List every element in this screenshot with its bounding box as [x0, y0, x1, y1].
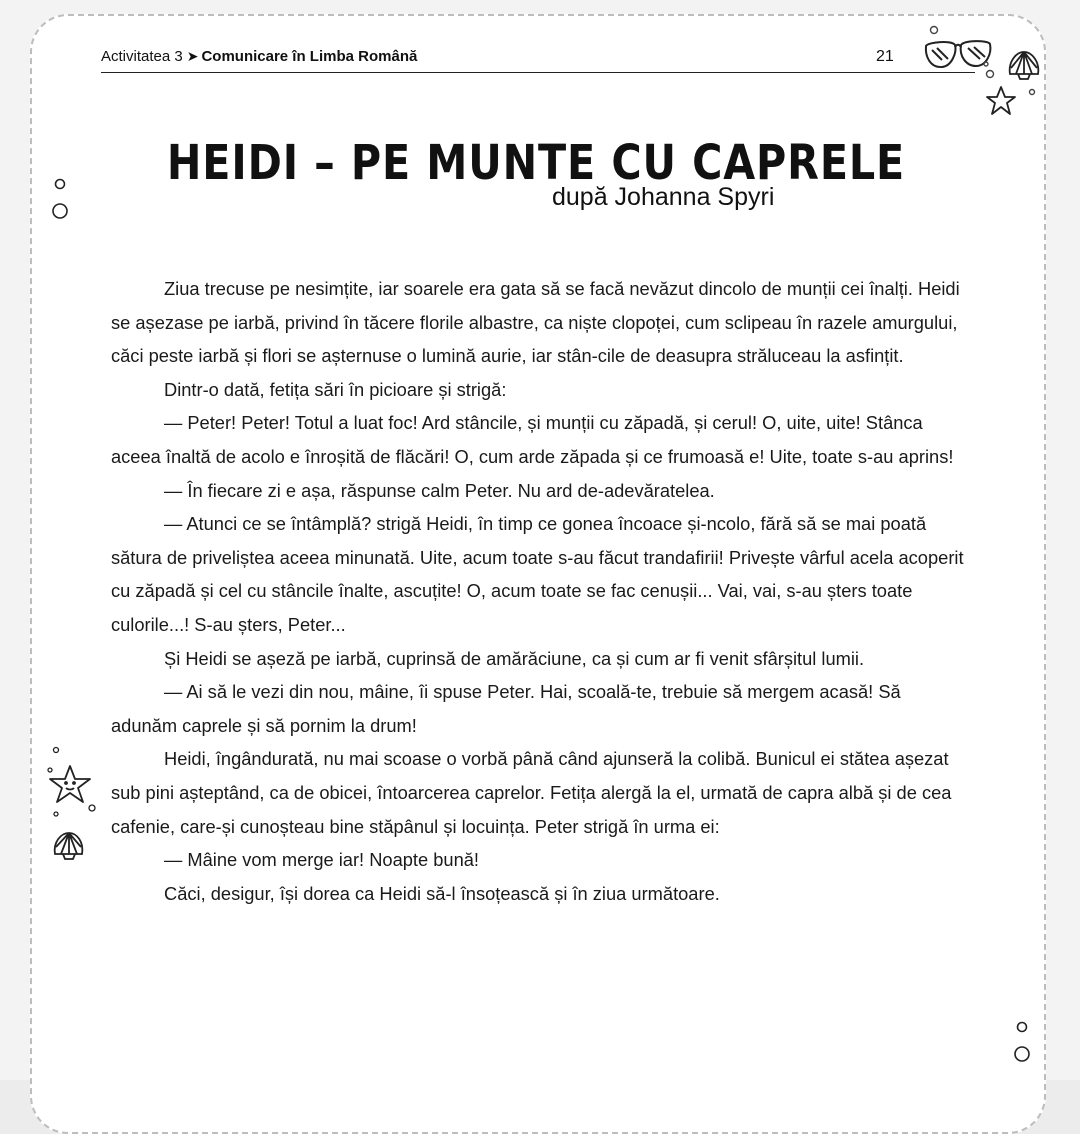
- bubble-icon: [50, 176, 72, 222]
- paragraph: Căci, desigur, își dorea ca Heidi să-l însoțească și în ziua următoare.: [164, 882, 720, 904]
- paragraph: — În fiecare zi e așa, răspunse calm Peter. Nu ard de-adevăratelea.: [164, 479, 715, 501]
- subject-name: Comunicare în Limba Română: [201, 48, 418, 65]
- paragraph: Dintr-o dată, fetița sări în picioare și strigă:: [164, 378, 507, 400]
- page-header: [101, 46, 975, 73]
- activity-label: [101, 48, 417, 65]
- bubble-icon: [1010, 1018, 1034, 1068]
- page-title: HEIDI – PE MUNTE CU CAPRELE: [166, 135, 906, 192]
- arrow-right-icon: ➤: [186, 48, 199, 64]
- bubble-icon: [924, 22, 1044, 102]
- paragraph: Și Heidi se așeză pe iarbă, cuprinsă de amărăciune, ca și cum ar fi venit sfârșitul lumii.: [164, 647, 865, 669]
- paragraph: — Atunci ce se întâmplă? strigă Heidi, în timp ce gonea încoace și-ncolo, fără să se mai poată sătura de priveliștea aceea minunată. Uite, acum toate s-au făcut trandafirii! Privește vârful acela acoperit cu zăpadă și cel cu stâncile înalte, ascuțite! O, acum toate se fac cenușii... Vai, vai, s-au șters toate culorile...! S-au șters, Peter...: [111, 513, 964, 635]
- story-text: [111, 272, 971, 910]
- paragraph: — Mâine vom merge iar! Noapte bună!: [164, 849, 479, 871]
- activity-number: Activitatea 3: [101, 48, 183, 65]
- starfish-icon: [42, 742, 100, 822]
- paragraph: — Ai să le vezi din nou, mâine, îi spuse Peter. Hai, scoală-te, trebuie să mergem acasă! Să adunăm caprele și să pornim la drum!: [111, 681, 901, 736]
- author-credit: după Johanna Spyri: [552, 183, 775, 211]
- paragraph: Heidi, îngândurată, nu mai scoase o vorbă până când ajunseră la colibă. Bunicul ei stătea așezat sub pini așteptând, ca de obicei, întoarcerea caprelor. Fetița alergă la el, urmată de capra albă și de cea cafenie, care-și cunoșteau bine stăpânul și locuința. Peter strigă în urma ei:: [111, 748, 952, 837]
- page-number: 21: [876, 48, 894, 65]
- paragraph: Ziua trecuse pe nesimțite, iar soarele era gata să se facă nevăzut dincolo de munții cei înalți. Heidi se așezase pe iarbă, privind în tăcere florile albastre, ca niște clopoței, cum sclipeau în razele amurgului, căci peste iarbă și flori se așternuse o lumină aurie, iar stân-cile de deasupra străluceau la asfințit.: [111, 278, 960, 367]
- paragraph: — Peter! Peter! Totul a luat foc! Ard stâncile, și munții cu zăpadă, și cerul! O, uite, uite! Stânca aceea înaltă de acolo e înroșită de flăcări! O, cum arde zăpada și ce frumoasă e! Uite, toate s-au aprins!: [111, 412, 954, 467]
- seashell-icon: [50, 828, 86, 864]
